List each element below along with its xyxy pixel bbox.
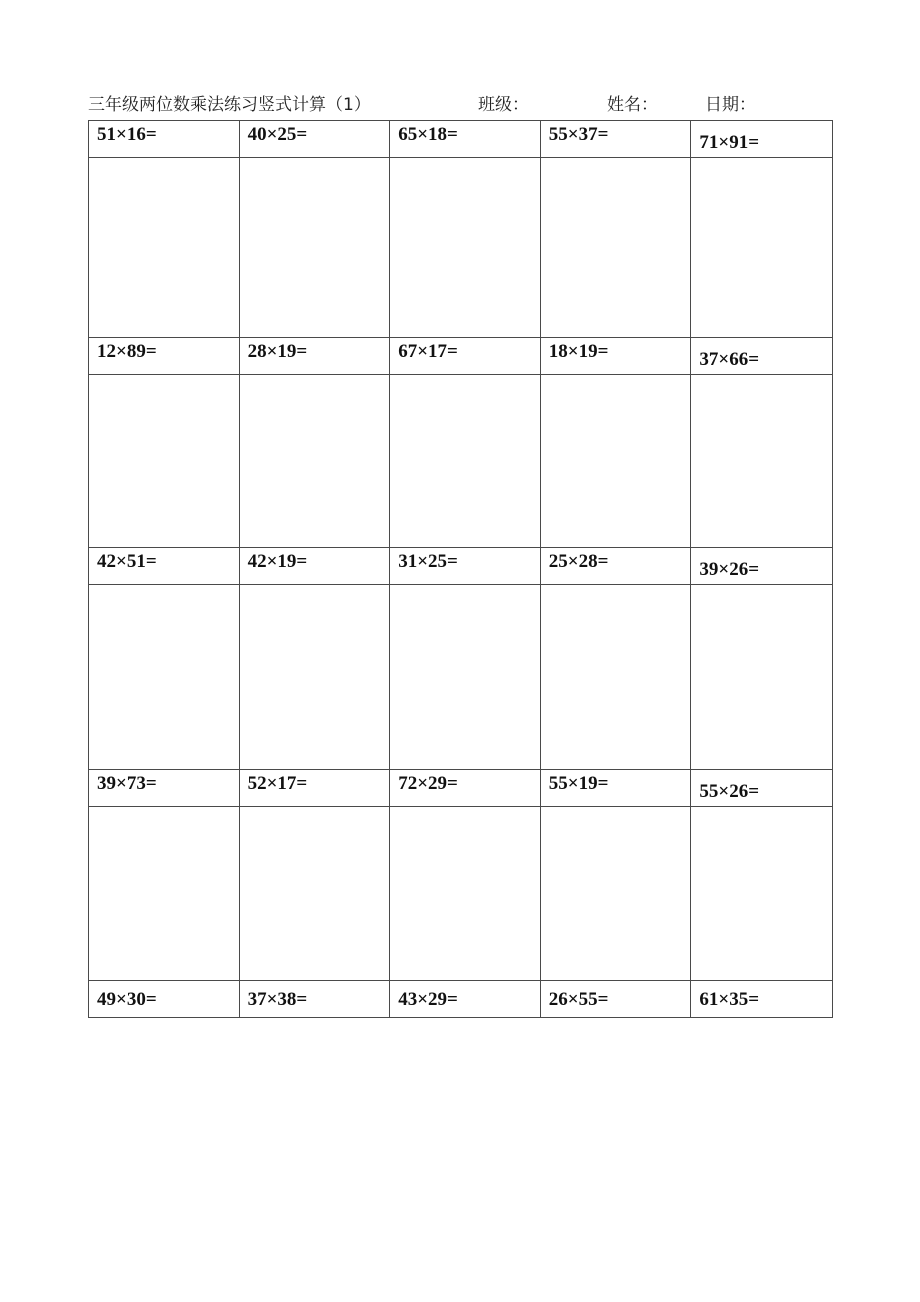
problem-cell <box>540 548 691 585</box>
problem-cell <box>239 981 390 1018</box>
date-label: 日期： <box>705 95 756 115</box>
worksheet-header <box>88 92 832 118</box>
work-space-row <box>89 585 833 770</box>
problem-text: 37×66= <box>699 349 760 370</box>
problem-text: 28×19= <box>247 341 308 362</box>
problem-cell <box>691 981 833 1018</box>
work-space-cell[interactable] <box>691 158 833 338</box>
problem-cell <box>691 770 833 807</box>
work-space-cell[interactable] <box>239 585 390 770</box>
problem-row <box>89 338 833 375</box>
problem-text: 42×19= <box>247 551 308 572</box>
problem-text: 12×89= <box>97 341 157 362</box>
problem-text: 31×25= <box>398 551 458 572</box>
work-space-cell[interactable] <box>390 375 541 548</box>
problem-text: 55×19= <box>548 773 609 794</box>
problem-text: 37×38= <box>247 989 308 1010</box>
work-space-cell[interactable] <box>390 158 541 338</box>
problem-text: 42×51= <box>97 551 157 572</box>
problem-cell <box>540 121 691 158</box>
problem-cell <box>89 770 240 807</box>
problem-cell <box>89 548 240 585</box>
work-space-cell[interactable] <box>89 585 240 770</box>
problem-text: 40×25= <box>247 124 308 145</box>
problem-cell <box>540 338 691 375</box>
problem-cell <box>540 981 691 1018</box>
problem-cell <box>239 121 390 158</box>
work-space-cell[interactable] <box>390 807 541 981</box>
work-space-cell[interactable] <box>691 807 833 981</box>
problem-cell <box>89 121 240 158</box>
problem-cell <box>89 981 240 1018</box>
problem-row <box>89 770 833 807</box>
problem-row <box>89 548 833 585</box>
work-space-row <box>89 158 833 338</box>
work-space-cell[interactable] <box>89 158 240 338</box>
work-space-cell[interactable] <box>89 375 240 548</box>
problem-text: 26×55= <box>548 989 609 1010</box>
problem-cell <box>390 548 541 585</box>
work-space-row <box>89 375 833 548</box>
problem-text: 43×29= <box>398 989 458 1010</box>
work-space-cell[interactable] <box>691 585 833 770</box>
problem-cell <box>390 338 541 375</box>
problem-cell <box>691 338 833 375</box>
work-space-cell[interactable] <box>540 375 691 548</box>
problem-text: 67×17= <box>398 341 458 362</box>
work-space-cell[interactable] <box>540 807 691 981</box>
problem-cell <box>390 770 541 807</box>
problem-cell <box>89 338 240 375</box>
work-space-cell[interactable] <box>390 585 541 770</box>
problem-text: 71×91= <box>699 132 760 153</box>
problem-text: 49×30= <box>97 989 157 1010</box>
problem-text: 61×35= <box>699 989 760 1010</box>
problem-row <box>89 121 833 158</box>
problem-cell <box>390 121 541 158</box>
problem-text: 52×17= <box>247 773 308 794</box>
problem-cell <box>390 981 541 1018</box>
problem-text: 51×16= <box>97 124 157 145</box>
problem-text: 55×26= <box>699 781 760 802</box>
problem-text: 39×73= <box>97 773 157 794</box>
work-space-cell[interactable] <box>239 375 390 548</box>
problem-grid <box>88 120 833 1018</box>
problem-text: 72×29= <box>398 773 458 794</box>
problem-cell <box>540 770 691 807</box>
problem-cell <box>239 770 390 807</box>
work-space-cell[interactable] <box>691 375 833 548</box>
name-label: 姓名： <box>607 95 658 115</box>
problem-row <box>89 981 833 1018</box>
work-space-cell[interactable] <box>540 158 691 338</box>
work-space-cell[interactable] <box>89 807 240 981</box>
problem-cell <box>239 548 390 585</box>
work-space-cell[interactable] <box>239 807 390 981</box>
problem-text: 65×18= <box>398 124 458 145</box>
problem-text: 39×26= <box>699 559 760 580</box>
problem-cell <box>691 121 833 158</box>
problem-text: 18×19= <box>548 341 609 362</box>
work-space-cell[interactable] <box>239 158 390 338</box>
problem-text: 55×37= <box>548 124 609 145</box>
work-space-row <box>89 807 833 981</box>
class-label: 班级： <box>478 95 529 115</box>
worksheet-title: 三年级两位数乘法练习竖式计算（1） <box>88 95 371 115</box>
problem-cell <box>239 338 390 375</box>
problem-text: 25×28= <box>548 551 609 572</box>
work-space-cell[interactable] <box>540 585 691 770</box>
problem-cell <box>691 548 833 585</box>
